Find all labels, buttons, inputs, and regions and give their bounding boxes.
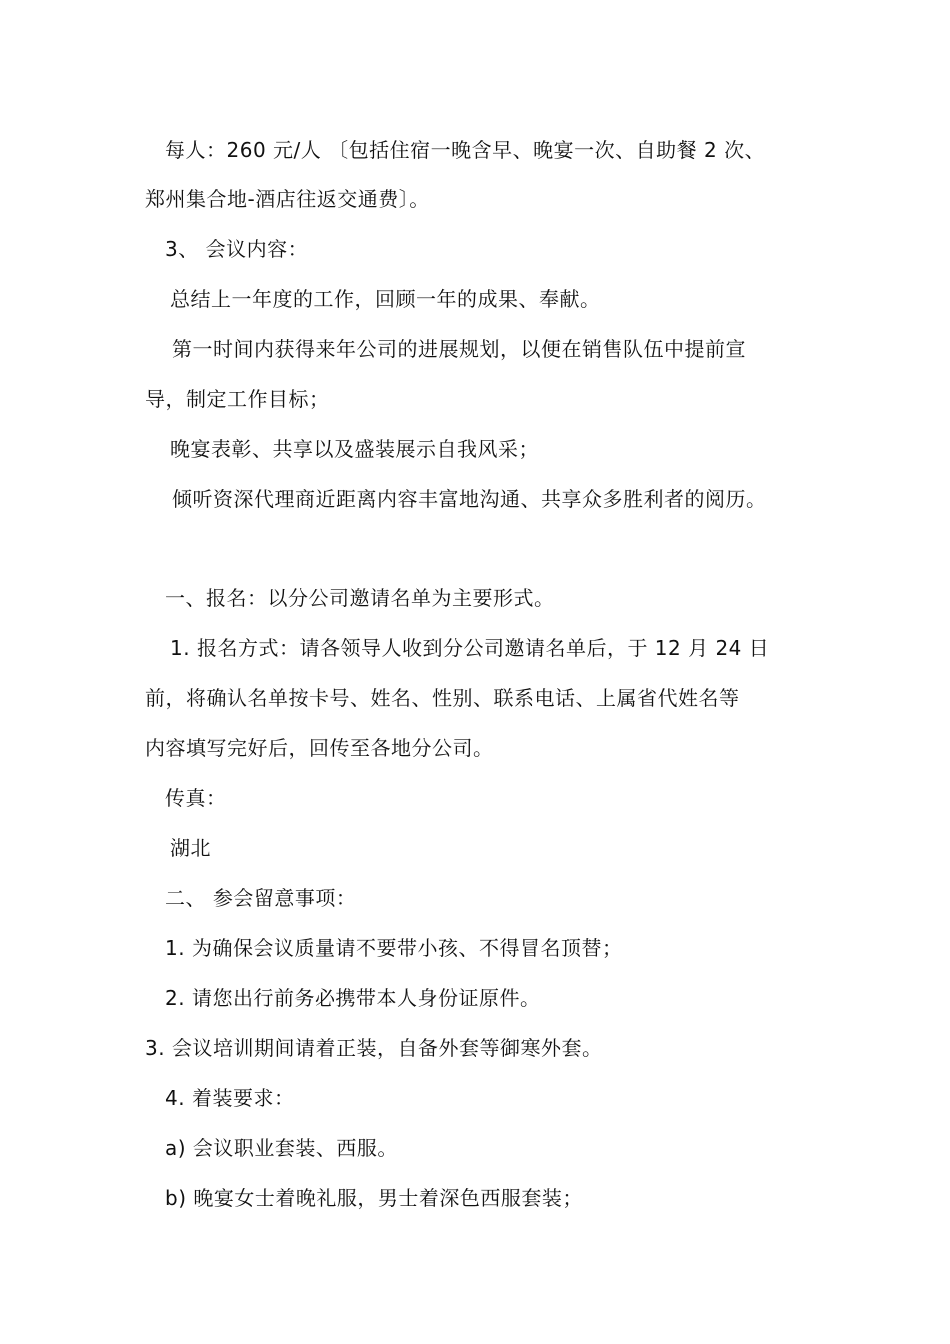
text-line-note-4b: b) 晚宴女士着晚礼服，男士着深色西服套装； (165, 1186, 583, 1210)
text-line-note-4: 4. 着装要求： (165, 1086, 295, 1110)
text-line-note-3: 3. 会议培训期间请着正装，自备外套等御寒外套。 (145, 1036, 603, 1060)
text-line-registration-cont2: 内容填写完好后，回传至各地分公司。 (145, 736, 494, 760)
text-line-summary: 总结上一年度的工作，回顾一年的成果、奉献。 (170, 287, 601, 311)
text-line-plan: 第一时间内获得来年公司的进展规划，以便在销售队伍中提前宣 (172, 337, 746, 361)
text-line-listen: 倾听资深代理商近距离内容丰富地沟通、共享众多胜利者的阅历。 (172, 487, 767, 511)
text-line-fee: 每人：260 元/人 〔包括住宿一晚含早、晚宴一次、自助餐 2 次、 (165, 138, 766, 162)
text-line-registration-method: 1. 报名方式：请各领导人收到分公司邀请名单后，于 12 月 24 日 (170, 636, 770, 660)
text-line-fax: 传真： (165, 786, 227, 810)
text-line-note-2: 2. 请您出行前务必携带本人身份证原件。 (165, 986, 541, 1010)
text-line-note-4a: a) 会议职业套装、西服。 (165, 1136, 398, 1160)
text-line-plan-cont: 导，制定工作目标； (145, 387, 330, 411)
text-line-banquet: 晚宴表彰、共享以及盛装展示自我风采； (170, 437, 539, 461)
text-line-note-1: 1. 为确保会议质量请不要带小孩、不得冒名顶替； (165, 936, 623, 960)
section-heading-notes: 二、 参会留意事项： (165, 886, 357, 910)
section-heading-registration: 一、报名：以分公司邀请名单为主要形式。 (165, 586, 555, 610)
text-line-fee-cont: 郑州集合地-酒店往返交通费〕。 (145, 187, 430, 211)
section-heading-content: 3、 会议内容： (165, 237, 309, 261)
text-line-hubei: 湖北 (170, 836, 211, 860)
text-line-registration-cont1: 前，将确认名单按卡号、姓名、性别、联系电话、上属省代姓名等 (145, 686, 740, 710)
